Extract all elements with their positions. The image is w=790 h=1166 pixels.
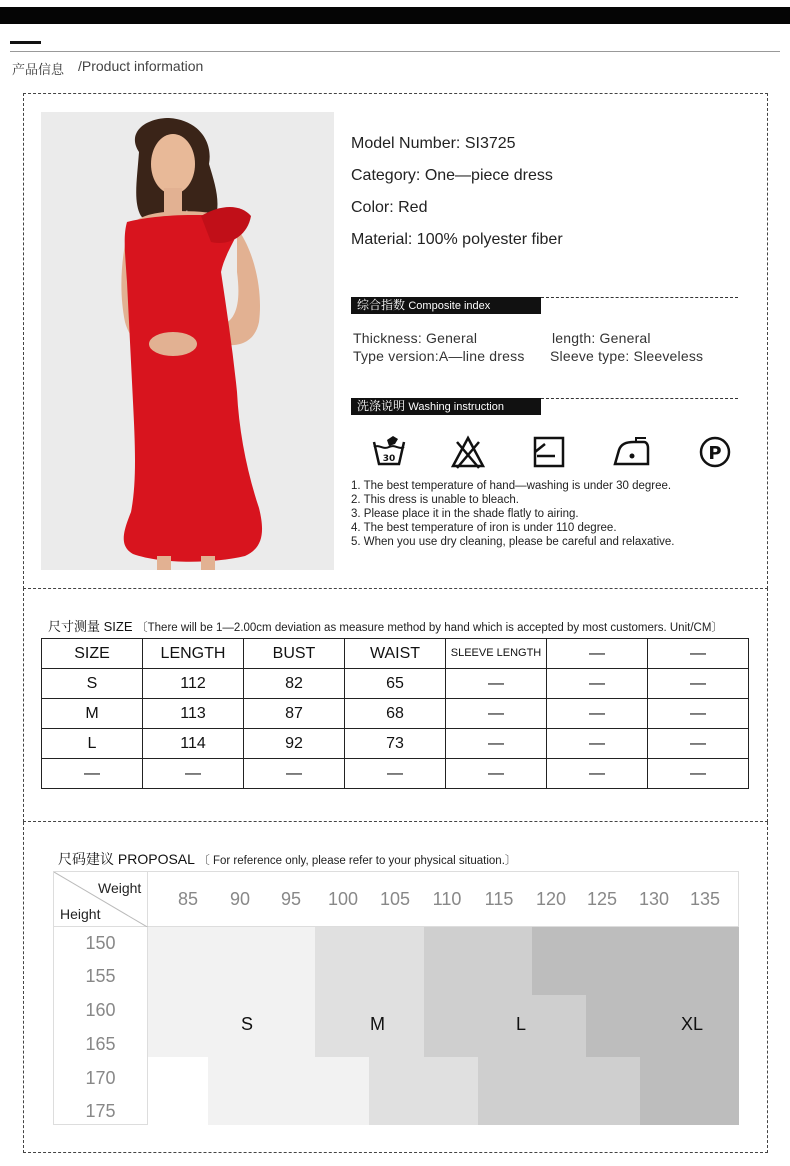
height-value: 150	[85, 933, 116, 953]
table-row	[42, 729, 749, 759]
size-cell: —	[547, 669, 648, 699]
iron-low-icon	[612, 434, 652, 470]
composite-index-bar	[351, 297, 541, 314]
header-divider	[10, 51, 780, 52]
zone-label-xl: XL	[681, 1014, 704, 1034]
size-cell: 87	[244, 699, 345, 729]
svg-text:30: 30	[382, 454, 396, 464]
size-cell: L	[42, 729, 143, 759]
size-cell: 92	[244, 729, 345, 759]
washing-line-2: 2. This dress is unable to bleach.	[351, 494, 519, 506]
size-cell: S	[42, 669, 143, 699]
height-value: 155	[85, 966, 116, 986]
weight-value: 110	[432, 889, 462, 909]
size-header-cell: SIZE	[42, 639, 143, 669]
size-cell: —	[446, 759, 547, 789]
weight-value: 135	[689, 889, 721, 909]
composite-index-en: Composite index	[408, 300, 491, 312]
size-cell: 65	[345, 669, 446, 699]
spec-material: Material: 100% polyester fiber	[351, 231, 563, 248]
size-title-label: 尺寸测量 SIZE	[48, 619, 133, 634]
washing-bar	[351, 398, 541, 415]
size-cell: M	[42, 699, 143, 729]
size-cell: —	[648, 729, 749, 759]
spec-model-number: Model Number: SI3725	[351, 135, 516, 152]
height-label: Height	[60, 906, 101, 922]
size-cell: —	[547, 729, 648, 759]
composite-index-cn: 综合指数	[357, 298, 406, 312]
zone-label-l: L	[516, 1014, 527, 1034]
weight-value: 90	[229, 889, 251, 909]
height-value: 160	[85, 1000, 116, 1020]
washing-line-4: 4. The best temperature of iron is under 110 degree.	[351, 522, 617, 534]
dry-clean-p-icon	[697, 434, 733, 470]
height-column	[53, 927, 148, 1125]
weight-value: 125	[586, 889, 618, 909]
size-cell: —	[547, 699, 648, 729]
size-cell: —	[648, 759, 749, 789]
table-row	[42, 699, 749, 729]
size-zones	[148, 927, 739, 1125]
size-cell: 68	[345, 699, 446, 729]
size-cell: —	[446, 699, 547, 729]
size-header-cell: LENGTH	[143, 639, 244, 669]
section-title-en: /Product information	[78, 58, 204, 74]
size-cell: —	[446, 729, 547, 759]
weight-value: 85	[177, 889, 199, 909]
size-cell: —	[547, 759, 648, 789]
weight-value: 130	[638, 889, 670, 909]
size-cell: 112	[143, 669, 244, 699]
size-cell: 73	[345, 729, 446, 759]
grid-corner	[53, 871, 148, 927]
size-cell: —	[446, 669, 547, 699]
size-cell: 114	[143, 729, 244, 759]
washing-line-5: 5. When you use dry cleaning, please be careful and relaxative.	[351, 536, 675, 548]
weight-value: 100	[327, 889, 359, 909]
spec-color: Color: Red	[351, 199, 428, 216]
size-header-cell: BUST	[244, 639, 345, 669]
table-row	[42, 669, 749, 699]
size-header-cell: —	[547, 639, 648, 669]
washing-cn: 洗涤说明	[357, 399, 406, 413]
size-header-cell: —	[648, 639, 749, 669]
proposal-title	[58, 849, 516, 869]
svg-text:P: P	[708, 443, 722, 464]
zone-label-s: S	[241, 1014, 254, 1034]
size-title	[48, 616, 723, 635]
size-proposal-grid	[53, 871, 739, 1125]
table-row	[42, 759, 749, 789]
attr-sleeve-type: Sleeve type: Sleeveless	[550, 348, 704, 364]
weight-value: 95	[280, 889, 302, 909]
attr-thickness: Thickness: General	[353, 330, 478, 346]
no-bleach-icon	[450, 434, 486, 470]
composite-index-divider	[541, 297, 738, 298]
size-cell: —	[42, 759, 143, 789]
washing-line-3: 3. Please place it in the shade flatly to airing.	[351, 508, 579, 520]
size-cell: —	[345, 759, 446, 789]
top-bar	[0, 7, 790, 24]
dry-flat-icon	[531, 434, 567, 470]
header-accent	[10, 41, 41, 44]
weight-label: Weight	[98, 880, 142, 896]
size-header-cell: SLEEVE LENGTH	[446, 639, 547, 669]
proposal-title-label: 尺码建议 PROPOSAL	[58, 851, 195, 867]
weight-value: 115	[484, 889, 514, 909]
size-cell: —	[648, 699, 749, 729]
hand-wash-icon	[371, 434, 407, 470]
attr-type-version: Type version:A—line dress	[353, 348, 525, 364]
attr-length: length: General	[552, 330, 651, 346]
size-cell: —	[648, 669, 749, 699]
spec-category: Category: One—piece dress	[351, 167, 553, 184]
zone-label-m: M	[370, 1014, 385, 1034]
height-value: 175	[85, 1101, 116, 1121]
size-table	[41, 638, 749, 789]
size-cell: —	[143, 759, 244, 789]
product-photo	[41, 112, 334, 570]
washing-divider	[541, 398, 738, 399]
washing-line-1: 1. The best temperature of hand—washing is under 30 degree.	[351, 480, 672, 492]
size-cell: 82	[244, 669, 345, 699]
size-table-header	[42, 639, 749, 669]
size-cell: 113	[143, 699, 244, 729]
height-value: 165	[85, 1034, 116, 1054]
weight-value: 105	[379, 889, 411, 909]
proposal-note: 〔 For reference only, please refer to your physical situation.〕	[198, 855, 517, 867]
size-header-cell: WAIST	[345, 639, 446, 669]
size-note: 〔There will be 1—2.00cm deviation as measure method by hand which is accepted by most customers. Unit/CM〕	[136, 622, 723, 634]
weight-value: 120	[535, 889, 567, 909]
height-value: 170	[85, 1068, 116, 1088]
section-title-cn: 产品信息	[12, 62, 65, 77]
size-cell: —	[244, 759, 345, 789]
washing-en: Washing instruction	[408, 401, 504, 413]
